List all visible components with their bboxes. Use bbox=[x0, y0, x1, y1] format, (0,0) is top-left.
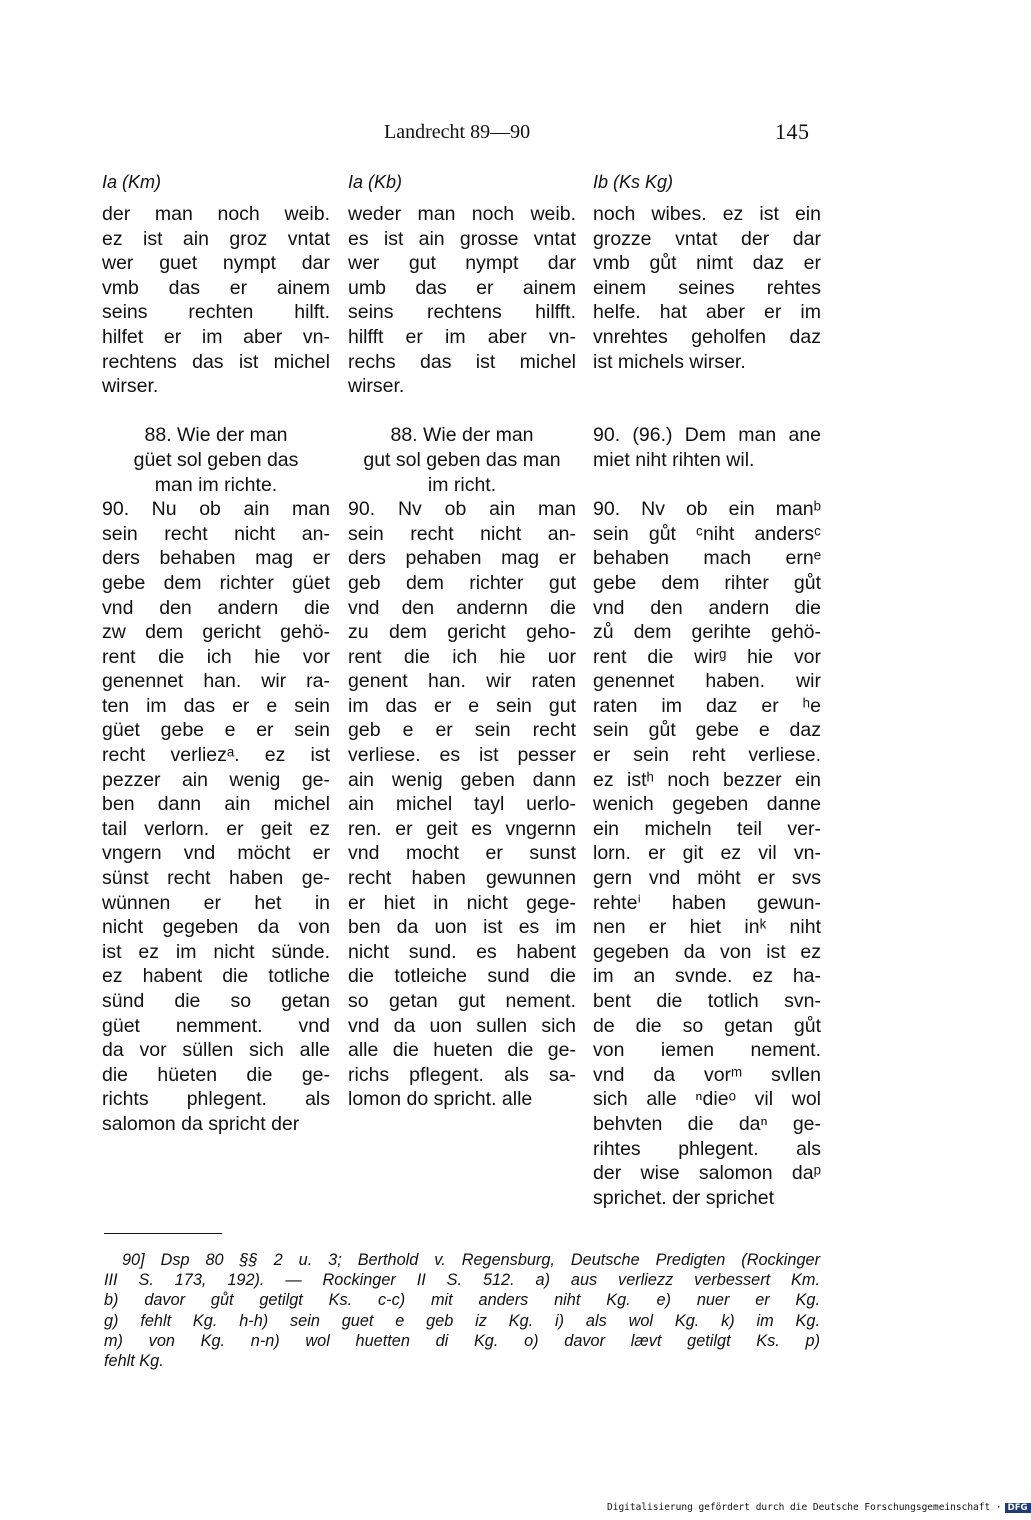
text-line: wer guet nympt dar bbox=[102, 252, 330, 275]
text-line: richs pflegent. als sa- bbox=[348, 1063, 576, 1086]
footnote-line: g) fehlt Kg. h-h) sein guet e geb iz Kg. i) als wol Kg. k) im Kg. bbox=[104, 1311, 820, 1330]
text-line: lomon do spricht. alle bbox=[348, 1088, 533, 1111]
text-line: güet sol geben das bbox=[133, 448, 299, 471]
text-line: gebe dem richter güet bbox=[102, 571, 330, 594]
text-line: bent die totlich svn- bbox=[593, 990, 821, 1012]
text-line: genennet han. wir ra- bbox=[102, 670, 330, 693]
text-line: rehteⁱ haben gewun- bbox=[593, 891, 821, 914]
text-line: zů dem gerihte gehö- bbox=[593, 621, 821, 644]
text-line: vmb gůt nimt daz er bbox=[593, 252, 821, 275]
text-line: recht haben gewunnen bbox=[348, 867, 576, 890]
text-column-1 bbox=[102, 170, 330, 1137]
text-line: miet niht rihten wil. bbox=[593, 448, 755, 471]
text-line: genennet haben. wir bbox=[593, 670, 821, 693]
text-line: von iemen nement. bbox=[593, 1039, 821, 1062]
text-line: im das er e sein gut bbox=[348, 694, 576, 717]
column-lines bbox=[102, 202, 330, 1137]
text-line: raten im daz er ʰe bbox=[593, 694, 821, 717]
text-line: helfe. hat aber er im bbox=[593, 301, 821, 324]
text-line: sein recht nicht an- bbox=[348, 522, 576, 545]
column-lines bbox=[348, 202, 576, 1112]
text-line: 90. Nv ob ain man bbox=[348, 498, 576, 521]
text-line: verliese. es ist pesser bbox=[348, 744, 576, 767]
text-line: sünst recht haben ge- bbox=[102, 867, 330, 890]
line-gap bbox=[593, 374, 821, 399]
text-line: er sein reht verliese. bbox=[593, 744, 821, 767]
text-line: vnd da uon sullen sich bbox=[348, 1014, 576, 1037]
text-line: wirser. bbox=[102, 375, 159, 398]
text-line: sein gůt ᶜniht andersᶜ bbox=[593, 522, 821, 545]
text-line: rent die ich hie uor bbox=[348, 645, 576, 668]
text-line: güet nemment. vnd bbox=[102, 1014, 330, 1037]
text-line: ez ist ain groz vntat bbox=[102, 227, 330, 250]
text-line: nicht sund. es habent bbox=[348, 940, 576, 963]
text-line: er hiet in nicht gege- bbox=[348, 891, 576, 914]
text-line: behaben mach ernᵉ bbox=[593, 547, 821, 570]
text-line: gern vnd möht er svs bbox=[593, 867, 821, 890]
text-line: geb e er sein recht bbox=[348, 719, 576, 742]
text-line: sich alle ⁿdieᵒ vil wol bbox=[593, 1088, 821, 1111]
text-line: der man noch weib. bbox=[102, 203, 330, 225]
text-line: recht verliezᵃ. ez ist bbox=[102, 744, 330, 767]
line-gap bbox=[348, 399, 576, 424]
text-line: umb das er ainem bbox=[348, 276, 576, 299]
footnote-line: fehlt Kg. bbox=[104, 1352, 164, 1371]
text-line: alle die hueten die ge- bbox=[348, 1039, 576, 1062]
text-line: vmb das er ainem bbox=[102, 276, 330, 299]
text-line: hilfet er im aber vn- bbox=[102, 325, 330, 348]
text-line: salomon da spricht der bbox=[102, 1112, 300, 1135]
text-line: rihtes phlegent. als bbox=[593, 1137, 821, 1160]
column-siglum: Ib (Ks Kg) bbox=[593, 172, 674, 192]
text-line: ist ez im nicht sünde. bbox=[102, 940, 330, 963]
text-line: wirser. bbox=[348, 375, 405, 398]
text-line: vngern vnd möcht er bbox=[102, 842, 330, 865]
text-line: seins rechtens hilfft. bbox=[348, 301, 576, 324]
text-line: rent die ich hie vor bbox=[102, 645, 330, 668]
line-gap bbox=[102, 399, 330, 424]
dfg-logo: DFG bbox=[1005, 1503, 1031, 1513]
text-line: richts phlegent. als bbox=[102, 1088, 330, 1111]
page-number: 145 bbox=[775, 119, 810, 144]
text-line: zu dem gericht geho- bbox=[348, 621, 576, 644]
text-line: seins rechten hilft. bbox=[102, 301, 330, 324]
text-line: vnd mocht er sunst bbox=[348, 842, 576, 865]
text-line: einem seines rehtes bbox=[593, 276, 821, 299]
text-line: vnd den andern die bbox=[102, 596, 330, 619]
text-line: ain michel tayl uerlo- bbox=[348, 793, 576, 816]
column-lines bbox=[593, 202, 821, 1210]
text-line: sein gůt gebe e daz bbox=[593, 719, 821, 742]
digitization-credit bbox=[607, 1502, 1031, 1513]
text-line: im an svnde. ez ha- bbox=[593, 965, 821, 988]
text-line: ren. er geit es vngernn bbox=[348, 817, 576, 840]
text-line: der wise salomon daᵖ bbox=[593, 1162, 821, 1185]
text-line: hilfft er im aber vn- bbox=[348, 325, 576, 348]
text-line: güet gebe e er sein bbox=[102, 719, 330, 742]
line-gap bbox=[593, 473, 821, 498]
text-line: 88. Wie der man bbox=[390, 424, 534, 447]
text-line: nen er hiet inᵏ niht bbox=[593, 916, 821, 939]
text-line: vnd den andern die bbox=[593, 596, 821, 619]
text-line: pezzer ain wenig ge- bbox=[102, 768, 330, 791]
text-line: rechtens das ist michel bbox=[102, 350, 330, 373]
text-line: ain wenig geben dann bbox=[348, 768, 576, 791]
credit-text: Digitalisierung gefördert durch die Deutsche Forschungsgemeinschaft · bbox=[607, 1502, 1002, 1513]
text-line: ez istʰ noch bezzer ein bbox=[593, 768, 821, 791]
footnote-line: m) von Kg. n-n) wol huetten di Kg. o) davor lævt getilgt Ks. p) bbox=[104, 1331, 820, 1350]
text-line: wünnen er het in bbox=[102, 891, 330, 914]
text-line: sprichet. der sprichet bbox=[593, 1186, 774, 1209]
text-line: so getan gut nement. bbox=[348, 990, 576, 1012]
text-line: 90. (96.) Dem man ane bbox=[593, 424, 821, 447]
text-line: es ist ain grosse vntat bbox=[348, 227, 576, 250]
text-line: ben dann ain michel bbox=[102, 793, 330, 816]
column-siglum: Ia (Kb) bbox=[348, 172, 403, 192]
text-line: wer gut nympt dar bbox=[348, 252, 576, 275]
text-line: noch wibes. ez ist ein bbox=[593, 203, 821, 225]
text-line: gegeben da von ist ez bbox=[593, 940, 821, 963]
text-line: man im richte. bbox=[154, 473, 278, 496]
footnote-line: III S. 173, 192). — Rockinger II S. 512. a) aus verliezz verbessert Km. bbox=[104, 1271, 820, 1290]
text-line: vnrehtes geholfen daz bbox=[593, 325, 821, 348]
text-line: tail verlorn. er geit ez bbox=[102, 817, 330, 840]
text-line: im richt. bbox=[427, 473, 497, 496]
text-line: ten im das er e sein bbox=[102, 694, 330, 717]
text-line: weder man noch weib. bbox=[348, 203, 576, 225]
text-line: sein recht nicht an- bbox=[102, 522, 330, 545]
text-line: ein micheln teil ver- bbox=[593, 817, 821, 840]
running-title: Landrecht 89—90 bbox=[384, 121, 531, 143]
text-line: die totleiche sund die bbox=[348, 965, 576, 988]
footnote-line: 90] Dsp 80 §§ 2 u. 3; Berthold v. Regensburg, Deutsche Predigten (Rockinger bbox=[122, 1251, 820, 1269]
text-line: genent han. wir raten bbox=[348, 670, 576, 693]
text-line: de die so getan gůt bbox=[593, 1014, 821, 1037]
text-line: rent die wirᵍ hie vor bbox=[593, 645, 821, 668]
text-line: ders behaben mag er bbox=[102, 547, 330, 570]
text-line: 88. Wie der man bbox=[144, 424, 288, 447]
text-line: lorn. er git ez vil vn- bbox=[593, 842, 821, 865]
column-siglum: Ia (Km) bbox=[102, 172, 162, 192]
footnotes bbox=[104, 1250, 820, 1371]
footnote-rule bbox=[104, 1233, 222, 1234]
text-line: zw dem gericht gehö- bbox=[102, 621, 330, 644]
text-line: 90. Nv ob ein manᵇ bbox=[593, 498, 821, 521]
text-line: ben da uon ist es im bbox=[348, 916, 576, 939]
line-gap bbox=[593, 399, 821, 424]
text-line: die hüeten die ge- bbox=[102, 1063, 330, 1086]
text-line: rechs das ist michel bbox=[348, 350, 576, 373]
text-line: gebe dem rihter gůt bbox=[593, 571, 821, 594]
text-line: vnd da vorᵐ svllen bbox=[593, 1063, 821, 1086]
text-line: ders pehaben mag er bbox=[348, 547, 576, 570]
text-line: sünd die so getan bbox=[102, 990, 330, 1012]
text-line: behvten die daⁿ ge- bbox=[593, 1112, 821, 1135]
text-line: 90. Nu ob ain man bbox=[102, 498, 330, 521]
text-line: ist michels wirser. bbox=[593, 350, 746, 373]
text-column-2 bbox=[348, 170, 576, 1112]
text-line: wenich gegeben danne bbox=[593, 793, 821, 816]
text-line: grozze vntat der dar bbox=[593, 227, 821, 250]
text-line: vnd den andernn die bbox=[348, 596, 576, 619]
text-line: ez habent die totliche bbox=[102, 965, 330, 988]
text-line: nicht gegeben da von bbox=[102, 916, 330, 939]
footnote-line: b) davor gůt getilgt Ks. c-c) mit anders niht Kg. e) nuer er Kg. bbox=[104, 1291, 820, 1310]
text-line: gut sol geben das man bbox=[363, 448, 561, 471]
text-line: geb dem richter gut bbox=[348, 571, 576, 594]
text-line: da vor süllen sich alle bbox=[102, 1039, 330, 1062]
text-column-3 bbox=[593, 170, 821, 1210]
